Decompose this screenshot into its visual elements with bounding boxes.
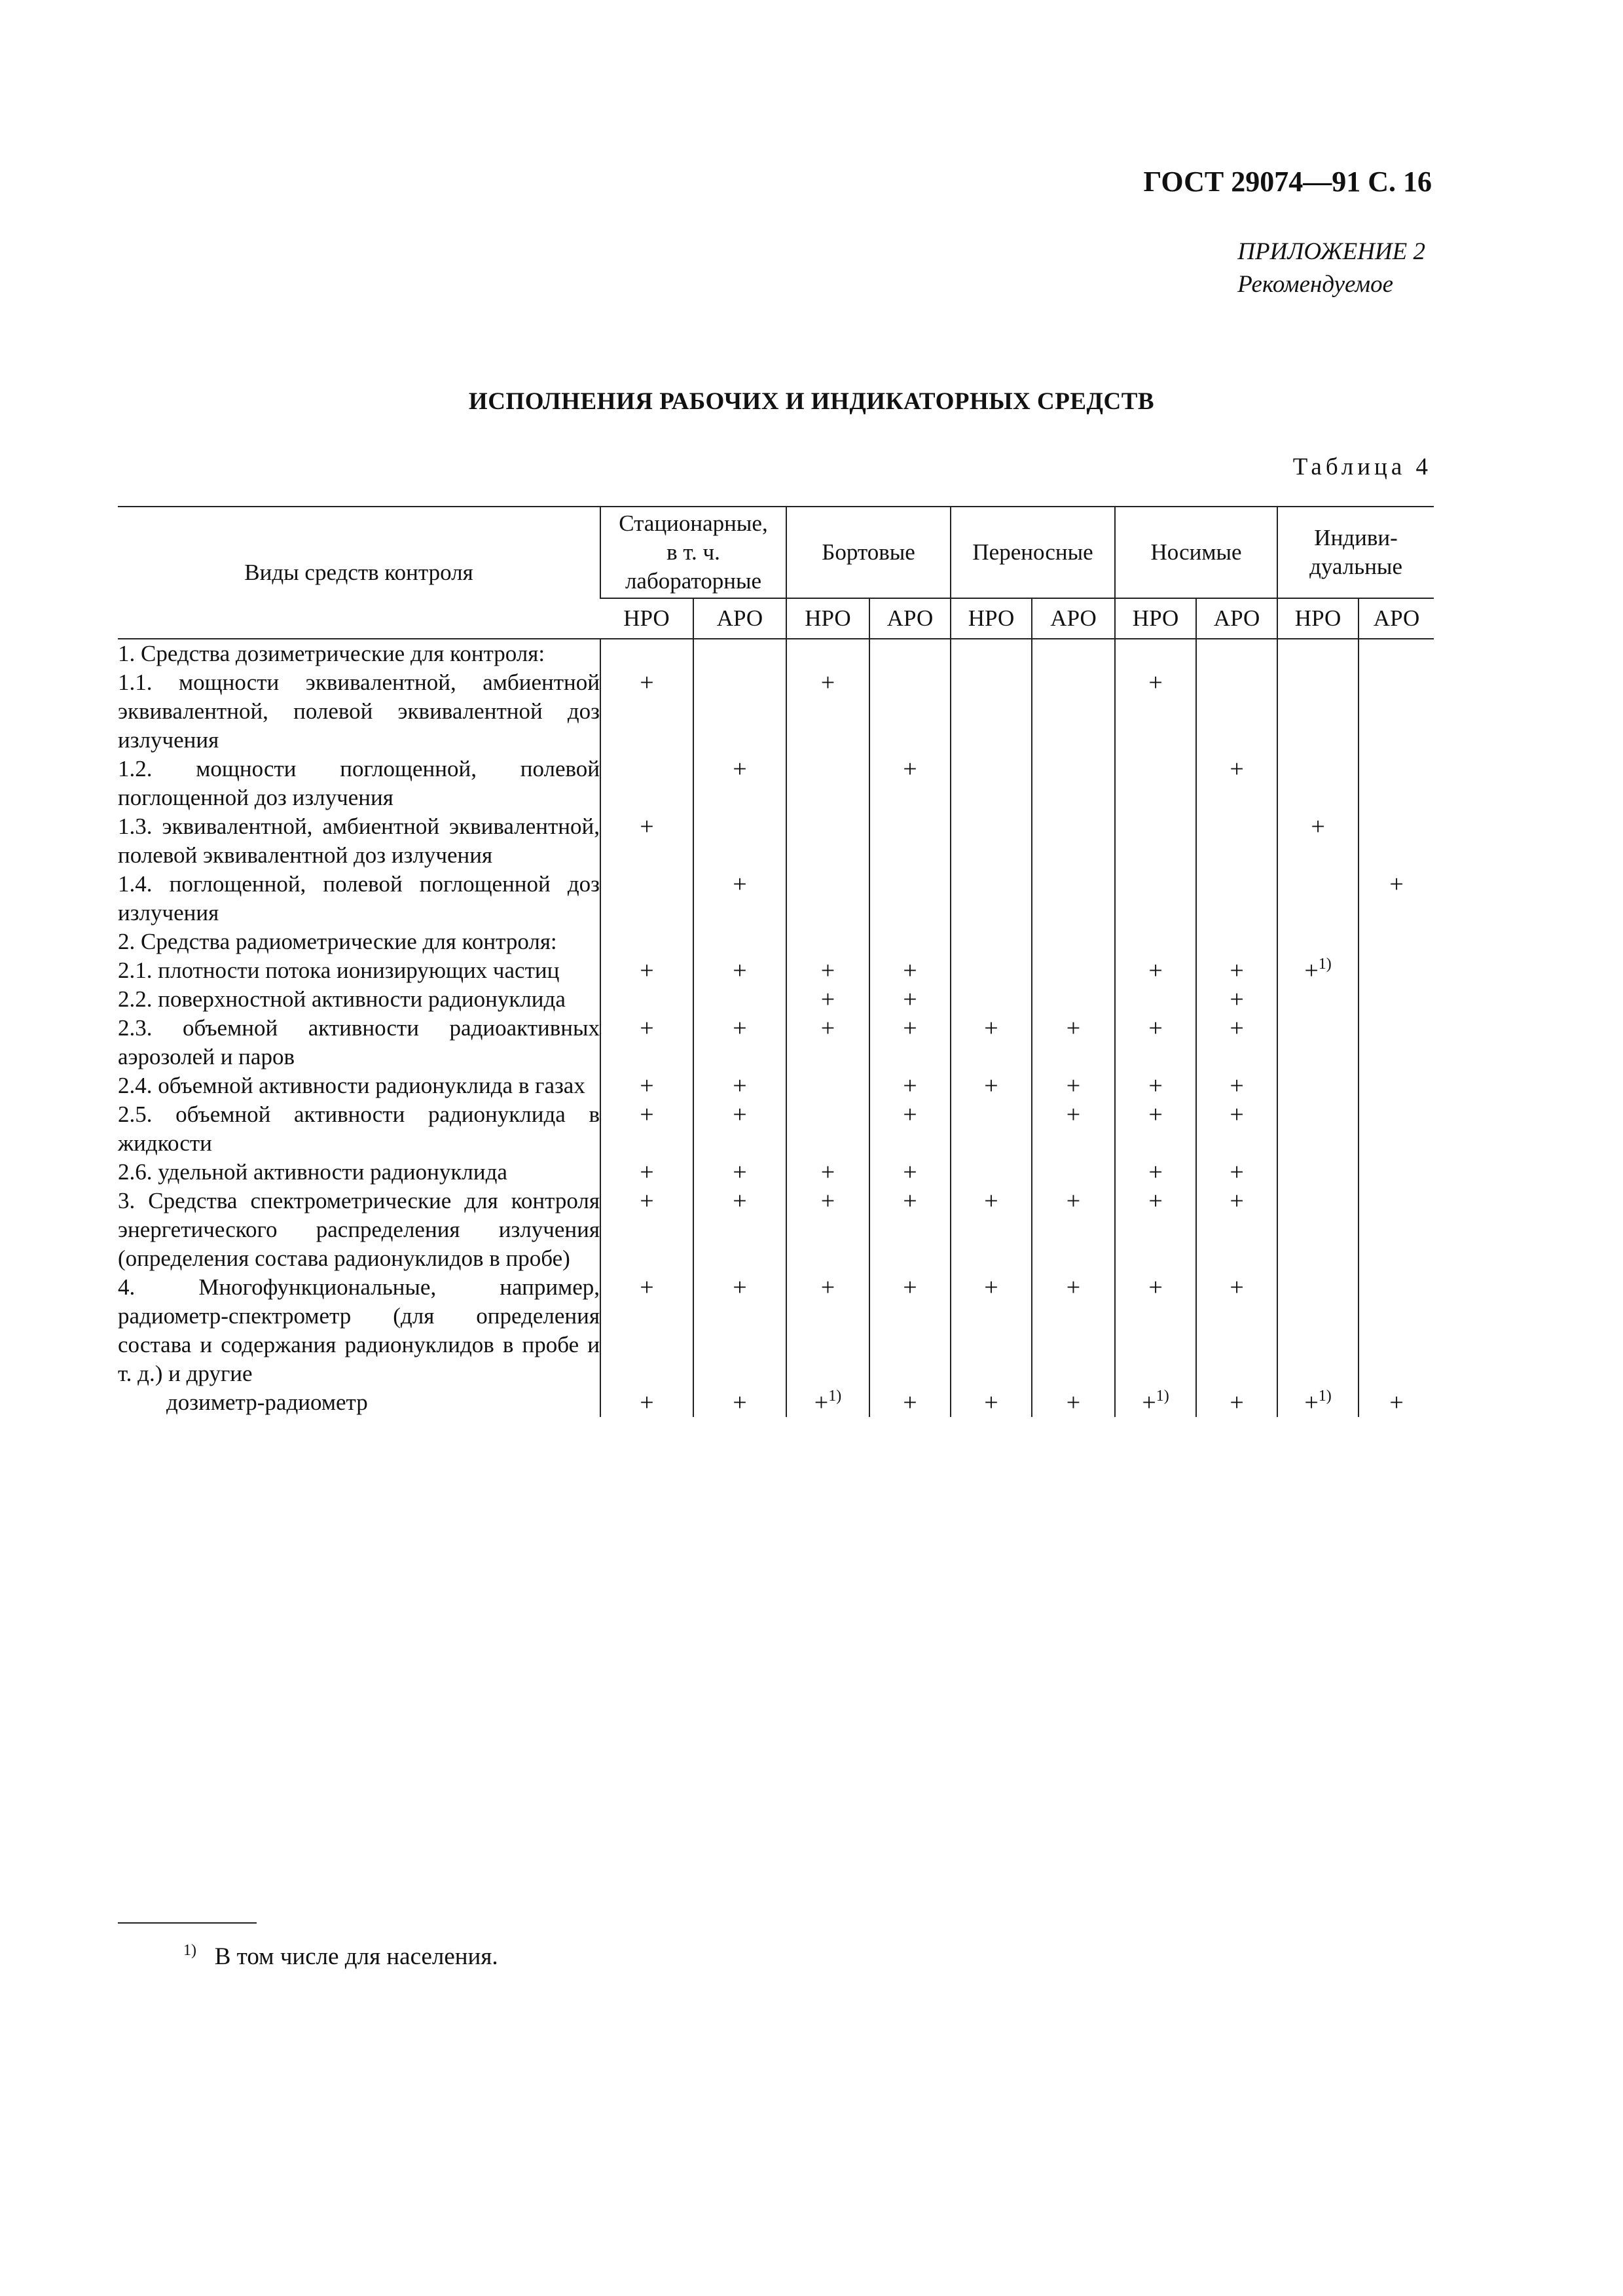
mark-cell [1277, 870, 1359, 927]
mark-cell: + [786, 1273, 869, 1388]
mark-cell: + [1115, 668, 1196, 755]
group-header-portable: Переносные [951, 507, 1115, 598]
subheader-cell: НРО [600, 598, 693, 639]
mark-cell: + [869, 1071, 951, 1100]
mark-cell [786, 927, 869, 956]
mark-cell: + [951, 1388, 1032, 1417]
mark-cell [1359, 927, 1434, 956]
footnote-mark: 1) [183, 1942, 196, 1959]
mark-cell: + [786, 1158, 869, 1187]
row-label: 2.5. объемной активности радионуклида в жидкости [118, 1102, 600, 1156]
table-row [118, 1100, 1434, 1158]
mark-cell [1115, 870, 1196, 927]
mark-cell: + [1032, 1100, 1115, 1158]
mark-cell [693, 668, 786, 755]
footnote-rule [118, 1922, 257, 1924]
mark-cell: + [1115, 1158, 1196, 1187]
mark-cell: + [869, 956, 951, 985]
subheader-cell: АРО [693, 598, 786, 639]
mark-cell [1277, 668, 1359, 755]
mark-cell: + [1359, 870, 1434, 927]
mark-cell: + [1196, 1273, 1277, 1388]
table-body [118, 639, 1434, 1417]
appendix-status: Рекомендуемое [1237, 271, 1394, 298]
mark-cell: + [786, 985, 869, 1014]
mark-cell: + [869, 985, 951, 1014]
mark-cell [951, 668, 1032, 755]
mark-cell [951, 1100, 1032, 1158]
mark-cell [1359, 1100, 1434, 1158]
mark-cell [1115, 985, 1196, 1014]
mark-cell: + [693, 870, 786, 927]
mark-cell: + [693, 1388, 786, 1417]
mark-cell [951, 639, 1032, 668]
mark-cell [1277, 927, 1359, 956]
mark-cell [1115, 755, 1196, 812]
mark-cell [869, 668, 951, 755]
table-row [118, 870, 1434, 927]
mark-cell: +$^{1)}$ [1277, 956, 1359, 985]
mark-cell [786, 812, 869, 870]
document-title: ИСПОЛНЕНИЯ РАБОЧИХ И ИНДИКАТОРНЫХ СРЕДСТВ [468, 388, 1155, 415]
mark-cell [1277, 755, 1359, 812]
table-row [118, 1014, 1434, 1071]
mark-cell [1196, 927, 1277, 956]
mark-cell: + [600, 1014, 693, 1071]
mark-cell [1277, 1158, 1359, 1187]
mark-cell [951, 1158, 1032, 1187]
mark-cell: + [1032, 1014, 1115, 1071]
table-row [118, 1273, 1434, 1388]
mark-cell: + [600, 1388, 693, 1417]
mark-cell [1032, 812, 1115, 870]
mark-cell [1032, 639, 1115, 668]
mark-cell [1277, 1100, 1359, 1158]
footnote [183, 1943, 498, 1971]
mark-cell: + [1032, 1388, 1115, 1417]
mark-cell [600, 870, 693, 927]
mark-cell [1196, 812, 1277, 870]
mark-cell: + [869, 1187, 951, 1273]
mark-cell [1359, 1187, 1434, 1273]
footnote-ref: 1) [1156, 1388, 1169, 1405]
mark-cell [1359, 1071, 1434, 1100]
mark-cell [1196, 870, 1277, 927]
mark-cell [1359, 639, 1434, 668]
mark-cell: + [1196, 956, 1277, 985]
mark-cell [693, 639, 786, 668]
mark-cell [1359, 956, 1434, 985]
mark-cell: +$^{1)}$ [786, 1388, 869, 1417]
mark-cell [869, 927, 951, 956]
mark-cell: + [600, 812, 693, 870]
mark-cell [1359, 812, 1434, 870]
mark-cell [1196, 639, 1277, 668]
mark-cell [1359, 985, 1434, 1014]
mark-cell [1032, 985, 1115, 1014]
mark-cell [693, 985, 786, 1014]
mark-cell [1115, 812, 1196, 870]
footnote-ref: 1) [1318, 1388, 1332, 1405]
group-header-individual: Индиви- дуальные [1277, 507, 1434, 598]
mark-cell: + [786, 1187, 869, 1273]
row-label: дозиметр-радиометр [166, 1390, 368, 1415]
mark-cell: + [693, 1014, 786, 1071]
subheader-cell: АРО [1359, 598, 1434, 639]
mark-cell: + [600, 1273, 693, 1388]
mark-cell: + [1115, 1273, 1196, 1388]
mark-cell: + [786, 1014, 869, 1071]
mark-cell: + [600, 1187, 693, 1273]
mark-cell [1032, 668, 1115, 755]
row-label: 1.4. поглощенной, полевой поглощенной доз излучения [118, 871, 600, 925]
mark-cell [1115, 927, 1196, 956]
mark-cell: + [693, 1071, 786, 1100]
mark-cell: + [951, 1014, 1032, 1071]
mark-cell: + [1115, 1100, 1196, 1158]
mark-cell [869, 870, 951, 927]
row-label: 2.2. поверхностной активности радионуклида [118, 986, 566, 1012]
row-label: 2.3. объемной активности радиоактивных аэрозолей и паров [118, 1015, 600, 1069]
mark-cell [1277, 1014, 1359, 1071]
table-row [118, 812, 1434, 870]
mark-cell: + [951, 1187, 1032, 1273]
mark-cell [600, 985, 693, 1014]
mark-cell: + [1359, 1388, 1434, 1417]
equipment-table [118, 506, 1434, 1417]
mark-cell: + [600, 1100, 693, 1158]
mark-cell [951, 927, 1032, 956]
table-row [118, 1187, 1434, 1273]
row-label: 2.6. удельной активности радионуклида [118, 1159, 507, 1185]
mark-cell: + [1196, 755, 1277, 812]
mark-cell [1359, 1273, 1434, 1388]
mark-cell [1359, 1158, 1434, 1187]
subheader-cell: АРО [1032, 598, 1115, 639]
group-header-wearable: Носимые [1115, 507, 1277, 598]
mark-cell [1032, 870, 1115, 927]
mark-cell: + [869, 1158, 951, 1187]
mark-cell: +$^{1)}$ [1277, 1388, 1359, 1417]
subheader-cell: НРО [786, 598, 869, 639]
mark-cell [1359, 668, 1434, 755]
mark-cell [1115, 639, 1196, 668]
subheader-cell: АРО [1196, 598, 1277, 639]
footnote-ref: 1) [828, 1388, 842, 1405]
row-label: 1.2. мощности поглощенной, полевой поглощенной доз излучения [118, 756, 600, 810]
mark-cell [1032, 1158, 1115, 1187]
mark-cell: + [1115, 1187, 1196, 1273]
mark-cell [600, 755, 693, 812]
table-row [118, 1388, 1434, 1417]
mark-cell: + [693, 1273, 786, 1388]
mark-cell [951, 755, 1032, 812]
mark-cell: + [1115, 956, 1196, 985]
mark-cell [951, 985, 1032, 1014]
mark-cell [693, 927, 786, 956]
row-label: 2. Средства радиометрические для контроля: [118, 929, 557, 954]
mark-cell [1359, 755, 1434, 812]
mark-cell: + [869, 1388, 951, 1417]
row-label: 3. Средства спектрометрические для контроля энергетического распределения излучения (определения состава радионуклидов в пробе) [118, 1188, 600, 1271]
mark-cell [1359, 1014, 1434, 1071]
mark-cell [951, 812, 1032, 870]
mark-cell [786, 1100, 869, 1158]
mark-cell: + [1032, 1273, 1115, 1388]
document-reference: ГОСТ 29074—91 С. 16 [1143, 166, 1432, 198]
mark-cell [1032, 927, 1115, 956]
table-row [118, 639, 1434, 668]
mark-cell: + [951, 1071, 1032, 1100]
table-row [118, 1158, 1434, 1187]
row-label: 1.3. эквивалентной, амбиентной эквивалентной, полевой эквивалентной доз излучения [118, 814, 600, 868]
table-row [118, 755, 1434, 812]
mark-cell: + [869, 755, 951, 812]
mark-cell [1032, 956, 1115, 985]
mark-cell [869, 812, 951, 870]
mark-cell: + [693, 1158, 786, 1187]
table-row [118, 956, 1434, 985]
corner-header: Виды средств контроля [118, 507, 600, 639]
mark-cell: + [600, 668, 693, 755]
mark-cell: + [1196, 1014, 1277, 1071]
mark-cell: + [600, 1158, 693, 1187]
row-label: 2.4. объемной активности радионуклида в газах [118, 1073, 585, 1098]
mark-cell: + [1115, 1071, 1196, 1100]
mark-cell: + [1196, 1158, 1277, 1187]
subheader-cell: АРО [869, 598, 951, 639]
mark-cell [1277, 1273, 1359, 1388]
row-label: 1. Средства дозиметрические для контроля: [118, 641, 545, 666]
mark-cell [786, 870, 869, 927]
row-label: 1.1. мощности эквивалентной, амбиентной эквивалентной, полевой эквивалентной доз излучения [118, 670, 600, 753]
mark-cell: + [600, 956, 693, 985]
mark-cell: + [869, 1014, 951, 1071]
mark-cell: + [786, 668, 869, 755]
footnote-text: В том числе для населения. [214, 1943, 498, 1970]
mark-cell: +$^{1)}$ [1115, 1388, 1196, 1417]
row-label: 2.1. плотности потока ионизирующих частиц [118, 958, 560, 983]
group-header-onboard: Бортовые [786, 507, 951, 598]
mark-cell: + [1196, 1187, 1277, 1273]
table-row [118, 927, 1434, 956]
mark-cell [951, 870, 1032, 927]
subheader-cell: НРО [951, 598, 1032, 639]
mark-cell: + [1196, 1071, 1277, 1100]
appendix-label: ПРИЛОЖЕНИЕ 2 [1237, 238, 1425, 265]
mark-cell: + [786, 956, 869, 985]
table-row [118, 668, 1434, 755]
mark-cell [951, 956, 1032, 985]
mark-cell [869, 639, 951, 668]
mark-cell [1196, 668, 1277, 755]
subheader-cell: НРО [1277, 598, 1359, 639]
mark-cell [786, 639, 869, 668]
mark-cell [1277, 1187, 1359, 1273]
mark-cell: + [600, 1071, 693, 1100]
mark-cell: + [951, 1273, 1032, 1388]
mark-cell: + [1277, 812, 1359, 870]
mark-cell [786, 755, 869, 812]
mark-cell [786, 1071, 869, 1100]
mark-cell [1277, 1071, 1359, 1100]
mark-cell [1032, 755, 1115, 812]
group-header-stationary: Стационарные, в т. ч. лабораторные [600, 507, 786, 598]
mark-cell [600, 927, 693, 956]
mark-cell: + [693, 755, 786, 812]
mark-cell: + [693, 1187, 786, 1273]
mark-cell: + [1032, 1187, 1115, 1273]
mark-cell: + [693, 956, 786, 985]
mark-cell: + [869, 1100, 951, 1158]
mark-cell [1277, 985, 1359, 1014]
table-label: Таблица 4 [1292, 454, 1432, 480]
mark-cell: + [1115, 1014, 1196, 1071]
mark-cell [600, 639, 693, 668]
appendix-block [1237, 236, 1425, 301]
mark-cell: + [693, 1100, 786, 1158]
subheader-cell: НРО [1115, 598, 1196, 639]
mark-cell: + [1032, 1071, 1115, 1100]
mark-cell: + [1196, 1100, 1277, 1158]
mark-cell: + [1196, 1388, 1277, 1417]
mark-cell: + [869, 1273, 951, 1388]
row-label: 4. Многофункциональные, например, радиометр-спектрометр (для определения состава и содержания радионуклидов в пробе и т. д.) и другие [118, 1274, 600, 1386]
mark-cell [693, 812, 786, 870]
table-row [118, 1071, 1434, 1100]
mark-cell [1277, 639, 1359, 668]
group-header-row [118, 507, 1434, 598]
mark-cell: + [1196, 985, 1277, 1014]
footnote-ref: 1) [1318, 956, 1332, 973]
table-row [118, 985, 1434, 1014]
